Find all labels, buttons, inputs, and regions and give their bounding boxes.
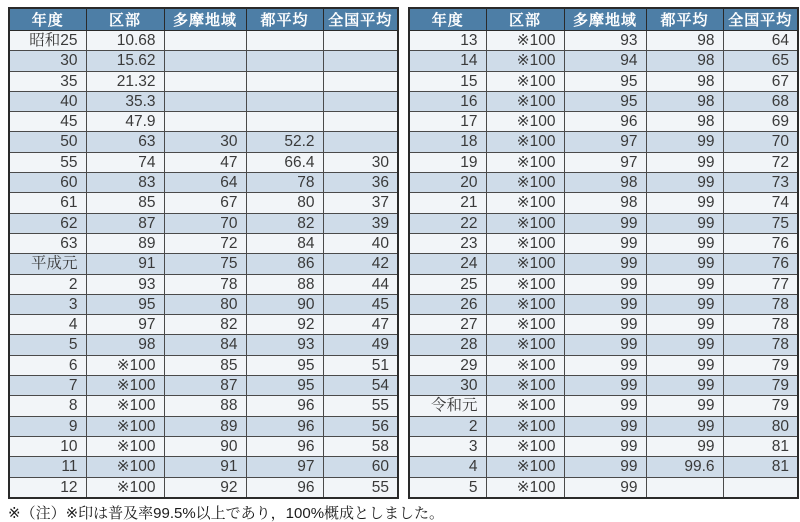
value-cell xyxy=(164,31,246,51)
value-cell: 30 xyxy=(323,152,398,172)
value-cell: ※100 xyxy=(86,457,164,477)
year-cell: 平成元 xyxy=(9,254,86,274)
table-row xyxy=(409,254,798,274)
diffusion-rate-table-left xyxy=(8,7,399,499)
value-cell: 44 xyxy=(323,274,398,294)
value-cell: ※100 xyxy=(486,213,564,233)
value-cell: ※100 xyxy=(486,355,564,375)
header-row xyxy=(9,8,398,31)
table-row xyxy=(409,376,798,396)
year-cell: 28 xyxy=(409,335,486,355)
value-cell xyxy=(246,112,323,132)
value-cell: 98 xyxy=(564,193,646,213)
value-cell: 60 xyxy=(323,457,398,477)
value-cell: 47.9 xyxy=(86,112,164,132)
value-cell: ※100 xyxy=(486,51,564,71)
value-cell: 96 xyxy=(246,396,323,416)
table-row xyxy=(9,31,398,51)
value-cell: 99 xyxy=(646,335,723,355)
table-row xyxy=(9,71,398,91)
table-row xyxy=(9,213,398,233)
year-cell: 18 xyxy=(409,132,486,152)
value-cell: ※100 xyxy=(86,376,164,396)
value-cell: 74 xyxy=(723,193,798,213)
year-cell: 3 xyxy=(409,436,486,456)
value-cell: 80 xyxy=(723,416,798,436)
value-cell: 65 xyxy=(723,51,798,71)
year-cell: 63 xyxy=(9,233,86,253)
value-cell: 37 xyxy=(323,193,398,213)
year-cell: 5 xyxy=(9,335,86,355)
value-cell: 99 xyxy=(564,213,646,233)
year-cell: 6 xyxy=(9,355,86,375)
year-cell: 21 xyxy=(409,193,486,213)
value-cell: 10.68 xyxy=(86,31,164,51)
diffusion-rate-tables xyxy=(8,7,795,499)
year-cell: 5 xyxy=(409,477,486,498)
value-cell: 95 xyxy=(564,71,646,91)
year-cell: 16 xyxy=(409,91,486,111)
value-cell: ※100 xyxy=(486,396,564,416)
year-cell: 24 xyxy=(409,254,486,274)
footnote: ※（注）※印は普及率99.5%以上であり，100%概成としました。 xyxy=(8,504,445,522)
value-cell: 93 xyxy=(246,335,323,355)
value-cell: 99 xyxy=(564,315,646,335)
value-cell: 47 xyxy=(323,315,398,335)
value-cell: ※100 xyxy=(486,477,564,498)
value-cell: 68 xyxy=(723,91,798,111)
value-cell: 80 xyxy=(246,193,323,213)
value-cell: 99 xyxy=(646,132,723,152)
table-row xyxy=(409,233,798,253)
value-cell: 35.3 xyxy=(86,91,164,111)
value-cell xyxy=(164,112,246,132)
value-cell: 69 xyxy=(723,112,798,132)
year-cell: 22 xyxy=(409,213,486,233)
value-cell: 88 xyxy=(164,396,246,416)
value-cell: ※100 xyxy=(486,132,564,152)
table-row xyxy=(409,213,798,233)
column-header: 都平均 xyxy=(646,8,723,31)
value-cell: 98 xyxy=(646,91,723,111)
value-cell: 96 xyxy=(246,416,323,436)
year-cell: 9 xyxy=(9,416,86,436)
column-header: 全国平均 xyxy=(723,8,798,31)
table-row xyxy=(9,233,398,253)
column-header: 年度 xyxy=(409,8,486,31)
table-row xyxy=(9,152,398,172)
value-cell: 96 xyxy=(246,477,323,498)
value-cell xyxy=(246,31,323,51)
value-cell xyxy=(164,71,246,91)
year-cell: 29 xyxy=(409,355,486,375)
value-cell: 81 xyxy=(723,436,798,456)
value-cell: 99 xyxy=(564,396,646,416)
year-cell: 12 xyxy=(9,477,86,498)
value-cell: 98 xyxy=(646,31,723,51)
value-cell: 55 xyxy=(323,477,398,498)
value-cell: 97 xyxy=(86,315,164,335)
table-row xyxy=(409,335,798,355)
value-cell: 99 xyxy=(564,457,646,477)
value-cell: 85 xyxy=(86,193,164,213)
value-cell xyxy=(323,112,398,132)
value-cell: 99 xyxy=(564,233,646,253)
table-row xyxy=(9,254,398,274)
value-cell: 99 xyxy=(564,477,646,498)
value-cell: 55 xyxy=(323,396,398,416)
value-cell xyxy=(323,71,398,91)
value-cell: 72 xyxy=(723,152,798,172)
value-cell: 82 xyxy=(246,213,323,233)
value-cell: 99 xyxy=(646,436,723,456)
value-cell: 90 xyxy=(246,294,323,314)
value-cell: ※100 xyxy=(486,254,564,274)
value-cell: ※100 xyxy=(486,31,564,51)
value-cell: 51 xyxy=(323,355,398,375)
table-row xyxy=(9,274,398,294)
value-cell: 89 xyxy=(86,233,164,253)
value-cell: 99 xyxy=(564,436,646,456)
value-cell: 76 xyxy=(723,233,798,253)
value-cell: ※100 xyxy=(486,233,564,253)
value-cell: 79 xyxy=(723,376,798,396)
value-cell: 54 xyxy=(323,376,398,396)
year-cell: 19 xyxy=(409,152,486,172)
table-row xyxy=(409,152,798,172)
value-cell: 99 xyxy=(646,173,723,193)
value-cell xyxy=(164,91,246,111)
value-cell: 93 xyxy=(564,31,646,51)
table-row xyxy=(409,71,798,91)
value-cell: 95 xyxy=(246,376,323,396)
value-cell: 78 xyxy=(723,294,798,314)
value-cell: ※100 xyxy=(486,416,564,436)
value-cell: 47 xyxy=(164,152,246,172)
table-row xyxy=(9,173,398,193)
value-cell: 99 xyxy=(646,193,723,213)
table-row xyxy=(9,51,398,71)
value-cell: 78 xyxy=(723,315,798,335)
value-cell: ※100 xyxy=(486,294,564,314)
year-cell: 45 xyxy=(9,112,86,132)
value-cell: 91 xyxy=(86,254,164,274)
year-cell: 4 xyxy=(409,457,486,477)
table-row xyxy=(9,477,398,498)
table-row xyxy=(9,396,398,416)
value-cell: 30 xyxy=(164,132,246,152)
year-cell: 26 xyxy=(409,294,486,314)
value-cell: 78 xyxy=(164,274,246,294)
table-row xyxy=(409,91,798,111)
year-cell: 60 xyxy=(9,173,86,193)
table-row xyxy=(9,376,398,396)
value-cell: ※100 xyxy=(86,355,164,375)
table-row xyxy=(9,436,398,456)
value-cell: 96 xyxy=(564,112,646,132)
year-cell: 昭和25 xyxy=(9,31,86,51)
value-cell: 99 xyxy=(646,376,723,396)
table-row xyxy=(9,315,398,335)
value-cell xyxy=(723,477,798,498)
table-row xyxy=(9,335,398,355)
year-cell: 14 xyxy=(409,51,486,71)
value-cell: 99 xyxy=(564,254,646,274)
value-cell xyxy=(164,51,246,71)
value-cell: 99 xyxy=(646,213,723,233)
value-cell: ※100 xyxy=(486,436,564,456)
value-cell: 80 xyxy=(164,294,246,314)
value-cell: 64 xyxy=(164,173,246,193)
column-header: 多摩地域 xyxy=(564,8,646,31)
value-cell: ※100 xyxy=(86,477,164,498)
table-row xyxy=(409,112,798,132)
value-cell: 99 xyxy=(646,315,723,335)
value-cell xyxy=(246,91,323,111)
value-cell: 45 xyxy=(323,294,398,314)
table-row xyxy=(409,31,798,51)
value-cell: 52.2 xyxy=(246,132,323,152)
year-cell: 15 xyxy=(409,71,486,91)
value-cell: ※100 xyxy=(86,436,164,456)
value-cell: 98 xyxy=(646,112,723,132)
value-cell: 99 xyxy=(646,152,723,172)
table-row xyxy=(409,173,798,193)
year-cell: 27 xyxy=(409,315,486,335)
table-row xyxy=(9,416,398,436)
value-cell: 84 xyxy=(246,233,323,253)
value-cell: 92 xyxy=(164,477,246,498)
column-header: 年度 xyxy=(9,8,86,31)
value-cell: ※100 xyxy=(486,457,564,477)
value-cell: 58 xyxy=(323,436,398,456)
header-row xyxy=(409,8,798,31)
value-cell: ※100 xyxy=(486,335,564,355)
value-cell: 98 xyxy=(646,71,723,91)
value-cell: 91 xyxy=(164,457,246,477)
table-row xyxy=(409,396,798,416)
value-cell: 73 xyxy=(723,173,798,193)
year-cell: 2 xyxy=(409,416,486,436)
value-cell: 40 xyxy=(323,233,398,253)
value-cell: 99 xyxy=(646,355,723,375)
value-cell xyxy=(323,91,398,111)
value-cell: 99 xyxy=(564,335,646,355)
value-cell: 87 xyxy=(164,376,246,396)
value-cell: 98 xyxy=(646,51,723,71)
year-cell: 3 xyxy=(9,294,86,314)
table-row xyxy=(409,51,798,71)
column-header: 都平均 xyxy=(246,8,323,31)
value-cell: 97 xyxy=(564,152,646,172)
value-cell: 95 xyxy=(246,355,323,375)
year-cell: 8 xyxy=(9,396,86,416)
year-cell: 55 xyxy=(9,152,86,172)
value-cell: ※100 xyxy=(486,173,564,193)
value-cell: 96 xyxy=(246,436,323,456)
year-cell: 40 xyxy=(9,91,86,111)
value-cell: 76 xyxy=(723,254,798,274)
table-row xyxy=(409,315,798,335)
value-cell: 39 xyxy=(323,213,398,233)
table-row xyxy=(9,132,398,152)
value-cell xyxy=(323,31,398,51)
table-row xyxy=(9,112,398,132)
table-row xyxy=(409,274,798,294)
value-cell: ※100 xyxy=(86,396,164,416)
value-cell: 88 xyxy=(246,274,323,294)
year-cell: 23 xyxy=(409,233,486,253)
table-body-left xyxy=(9,31,398,498)
value-cell: 84 xyxy=(164,335,246,355)
value-cell: 92 xyxy=(246,315,323,335)
year-cell: 13 xyxy=(409,31,486,51)
value-cell xyxy=(246,51,323,71)
value-cell: ※100 xyxy=(486,112,564,132)
value-cell xyxy=(646,477,723,498)
value-cell: 93 xyxy=(86,274,164,294)
year-cell: 17 xyxy=(409,112,486,132)
value-cell: 81 xyxy=(723,457,798,477)
value-cell: 63 xyxy=(86,132,164,152)
value-cell: 67 xyxy=(723,71,798,91)
value-cell: 99 xyxy=(564,376,646,396)
table-row xyxy=(9,91,398,111)
value-cell: 74 xyxy=(86,152,164,172)
value-cell: 70 xyxy=(164,213,246,233)
table-row xyxy=(9,355,398,375)
value-cell: 75 xyxy=(164,254,246,274)
value-cell: 66.4 xyxy=(246,152,323,172)
value-cell: 87 xyxy=(86,213,164,233)
year-cell: 25 xyxy=(409,274,486,294)
column-header: 区部 xyxy=(86,8,164,31)
table-header xyxy=(409,8,798,31)
table-row xyxy=(9,457,398,477)
value-cell: 99 xyxy=(646,233,723,253)
year-cell: 30 xyxy=(9,51,86,71)
table-body-right xyxy=(409,31,798,498)
value-cell: 85 xyxy=(164,355,246,375)
year-cell: 20 xyxy=(409,173,486,193)
value-cell: ※100 xyxy=(86,416,164,436)
value-cell: 99 xyxy=(564,274,646,294)
column-header: 区部 xyxy=(486,8,564,31)
value-cell: 90 xyxy=(164,436,246,456)
value-cell: 97 xyxy=(246,457,323,477)
year-cell: 30 xyxy=(409,376,486,396)
value-cell: 99 xyxy=(646,274,723,294)
value-cell: 99 xyxy=(564,294,646,314)
value-cell: 21.32 xyxy=(86,71,164,91)
year-cell: 4 xyxy=(9,315,86,335)
value-cell xyxy=(323,51,398,71)
value-cell: 99 xyxy=(646,294,723,314)
value-cell: 83 xyxy=(86,173,164,193)
table-row xyxy=(9,193,398,213)
year-cell: 2 xyxy=(9,274,86,294)
value-cell: 67 xyxy=(164,193,246,213)
year-cell: 35 xyxy=(9,71,86,91)
table-row xyxy=(409,477,798,498)
value-cell: 78 xyxy=(723,335,798,355)
value-cell: 99 xyxy=(646,254,723,274)
value-cell: 56 xyxy=(323,416,398,436)
value-cell: 95 xyxy=(86,294,164,314)
table-row xyxy=(409,416,798,436)
value-cell: 95 xyxy=(564,91,646,111)
year-cell: 61 xyxy=(9,193,86,213)
table-row xyxy=(409,132,798,152)
value-cell: ※100 xyxy=(486,376,564,396)
value-cell: 72 xyxy=(164,233,246,253)
value-cell: ※100 xyxy=(486,315,564,335)
value-cell: 79 xyxy=(723,355,798,375)
value-cell: 77 xyxy=(723,274,798,294)
year-cell: 7 xyxy=(9,376,86,396)
column-header: 全国平均 xyxy=(323,8,398,31)
value-cell: 42 xyxy=(323,254,398,274)
table-row xyxy=(9,294,398,314)
value-cell: 75 xyxy=(723,213,798,233)
value-cell: ※100 xyxy=(486,91,564,111)
value-cell: 79 xyxy=(723,396,798,416)
value-cell: 70 xyxy=(723,132,798,152)
value-cell: 94 xyxy=(564,51,646,71)
table-row xyxy=(409,436,798,456)
table-row xyxy=(409,193,798,213)
value-cell: 99 xyxy=(564,355,646,375)
value-cell: 99 xyxy=(646,396,723,416)
value-cell: 99.6 xyxy=(646,457,723,477)
value-cell: 15.62 xyxy=(86,51,164,71)
value-cell: 99 xyxy=(646,416,723,436)
value-cell: 98 xyxy=(86,335,164,355)
value-cell: 89 xyxy=(164,416,246,436)
value-cell: 99 xyxy=(564,416,646,436)
value-cell: ※100 xyxy=(486,274,564,294)
value-cell: 97 xyxy=(564,132,646,152)
value-cell xyxy=(323,132,398,152)
year-cell: 11 xyxy=(9,457,86,477)
value-cell: ※100 xyxy=(486,71,564,91)
column-header: 多摩地域 xyxy=(164,8,246,31)
value-cell: 78 xyxy=(246,173,323,193)
table-row xyxy=(409,355,798,375)
table-row xyxy=(409,457,798,477)
year-cell: 50 xyxy=(9,132,86,152)
value-cell: ※100 xyxy=(486,193,564,213)
table-header xyxy=(9,8,398,31)
year-cell: 62 xyxy=(9,213,86,233)
value-cell: 82 xyxy=(164,315,246,335)
value-cell: 64 xyxy=(723,31,798,51)
value-cell: 98 xyxy=(564,173,646,193)
value-cell: ※100 xyxy=(486,152,564,172)
value-cell: 86 xyxy=(246,254,323,274)
value-cell: 49 xyxy=(323,335,398,355)
diffusion-rate-table-right xyxy=(408,7,799,499)
value-cell xyxy=(246,71,323,91)
value-cell: 36 xyxy=(323,173,398,193)
year-cell: 令和元 xyxy=(409,396,486,416)
year-cell: 10 xyxy=(9,436,86,456)
table-row xyxy=(409,294,798,314)
